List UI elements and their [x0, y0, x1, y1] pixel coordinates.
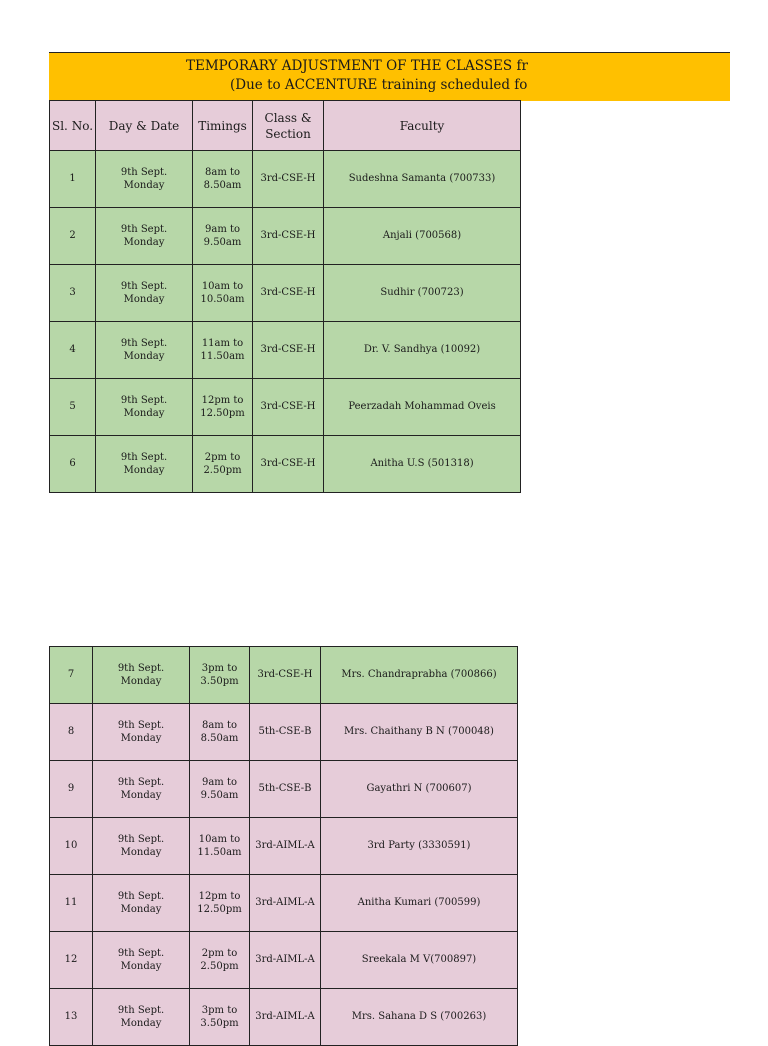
faculty-cell: Mrs. Chandraprabha (700866) — [321, 647, 518, 704]
timings-cell — [193, 265, 253, 322]
table-row — [50, 932, 518, 989]
time-start-text: 10am to — [198, 833, 241, 845]
sl-no-cell: 10 — [50, 818, 93, 875]
table-row — [50, 436, 521, 493]
date-text: 9th Sept. — [120, 166, 168, 178]
time-end-text: 2.50pm — [203, 465, 242, 476]
table-row — [50, 818, 518, 875]
weekday-text: Monday — [123, 237, 165, 248]
title-line-1: TEMPORARY ADJUSTMENT OF THE CLASSES fr — [186, 58, 528, 74]
class-section-cell: 3rd-CSE-H — [253, 379, 324, 436]
timings-cell — [190, 704, 250, 761]
timings-cell — [193, 436, 253, 493]
class-section-cell: 3rd-AIML-A — [250, 818, 321, 875]
date-text: 9th Sept. — [117, 833, 165, 845]
day-date-cell — [93, 704, 190, 761]
timings-cell — [193, 379, 253, 436]
time-end-text: 3.50pm — [200, 676, 239, 687]
faculty-cell: Dr. V. Sandhya (10092) — [324, 322, 521, 379]
time-end-text: 10.50am — [200, 294, 245, 305]
sl-no-cell: 12 — [50, 932, 93, 989]
time-start-text: 11am to — [201, 337, 244, 349]
day-date-cell — [96, 436, 193, 493]
table-row — [50, 704, 518, 761]
time-start-text: 3pm to — [201, 662, 238, 674]
faculty-cell: Mrs. Sahana D S (700263) — [321, 989, 518, 1046]
date-text: 9th Sept. — [117, 776, 165, 788]
day-date-cell — [96, 379, 193, 436]
class-section-cell: 3rd-AIML-A — [250, 875, 321, 932]
class-section-cell: 3rd-CSE-H — [253, 436, 324, 493]
sl-no-cell: 11 — [50, 875, 93, 932]
time-start-text: 2pm to — [204, 451, 241, 463]
class-section-cell: 3rd-CSE-H — [253, 322, 324, 379]
class-section-cell: 3rd-AIML-A — [250, 932, 321, 989]
class-section-cell: 5th-CSE-B — [250, 761, 321, 818]
date-text: 9th Sept. — [120, 451, 168, 463]
header-class-section — [253, 101, 324, 151]
faculty-cell: Sudhir (700723) — [324, 265, 521, 322]
timings-cell — [190, 989, 250, 1046]
timings-cell — [190, 818, 250, 875]
sl-no-cell: 5 — [50, 379, 96, 436]
day-date-cell — [93, 875, 190, 932]
table-row — [50, 208, 521, 265]
class-section-cell: 3rd-AIML-A — [250, 989, 321, 1046]
faculty-cell: Sudeshna Samanta (700733) — [324, 151, 521, 208]
table-row — [50, 379, 521, 436]
sl-no-cell: 8 — [50, 704, 93, 761]
header-class-line: Class & — [264, 110, 312, 125]
day-date-cell — [93, 761, 190, 818]
weekday-text: Monday — [120, 733, 162, 744]
class-section-cell: 3rd-CSE-H — [253, 208, 324, 265]
weekday-text: Monday — [120, 676, 162, 687]
weekday-text: Monday — [120, 904, 162, 915]
timings-cell — [190, 647, 250, 704]
weekday-text: Monday — [120, 847, 162, 858]
time-start-text: 8am to — [201, 719, 238, 731]
day-date-cell — [93, 647, 190, 704]
time-start-text: 8am to — [205, 166, 241, 178]
faculty-cell: 3rd Party (3330591) — [321, 818, 518, 875]
class-section-cell: 3rd-CSE-H — [250, 647, 321, 704]
weekday-text: Monday — [123, 408, 165, 419]
title-banner-text — [49, 52, 537, 100]
time-start-text: 12pm to — [198, 890, 241, 902]
time-end-text: 11.50am — [197, 847, 242, 858]
header-faculty: Faculty — [324, 101, 521, 151]
day-date-cell — [93, 932, 190, 989]
weekday-text: Monday — [123, 465, 165, 476]
class-section-cell: 5th-CSE-B — [250, 704, 321, 761]
day-date-cell — [93, 989, 190, 1046]
faculty-cell: Anitha Kumari (700599) — [321, 875, 518, 932]
date-text: 9th Sept. — [117, 947, 165, 959]
table-row — [50, 647, 518, 704]
day-date-cell — [96, 322, 193, 379]
timings-cell — [190, 761, 250, 818]
faculty-cell: Gayathri N (700607) — [321, 761, 518, 818]
sl-no-cell: 3 — [50, 265, 96, 322]
weekday-text: Monday — [120, 961, 162, 972]
table-row — [50, 151, 521, 208]
time-start-text: 3pm to — [201, 1004, 238, 1016]
sl-no-cell: 2 — [50, 208, 96, 265]
faculty-cell: Anitha U.S (501318) — [324, 436, 521, 493]
sl-no-cell: 13 — [50, 989, 93, 1046]
time-end-text: 12.50pm — [200, 408, 245, 419]
table-row — [50, 989, 518, 1046]
weekday-text: Monday — [123, 180, 165, 191]
time-start-text: 10am to — [201, 280, 244, 292]
class-section-cell: 3rd-CSE-H — [253, 151, 324, 208]
faculty-cell: Mrs. Chaithany B N (700048) — [321, 704, 518, 761]
timings-cell — [190, 875, 250, 932]
time-start-text: 12pm to — [201, 394, 244, 406]
faculty-cell: Anjali (700568) — [324, 208, 521, 265]
date-text: 9th Sept. — [117, 1004, 165, 1016]
date-text: 9th Sept. — [120, 280, 168, 292]
time-end-text: 12.50pm — [197, 904, 242, 915]
time-end-text: 8.50am — [200, 733, 239, 744]
day-date-cell — [96, 151, 193, 208]
date-text: 9th Sept. — [120, 337, 168, 349]
sl-no-cell: 1 — [50, 151, 96, 208]
weekday-text: Monday — [123, 294, 165, 305]
timings-cell — [193, 208, 253, 265]
sl-no-cell: 4 — [50, 322, 96, 379]
timings-cell — [190, 932, 250, 989]
time-end-text: 8.50am — [203, 180, 242, 191]
weekday-text: Monday — [123, 351, 165, 362]
time-end-text: 2.50pm — [200, 961, 239, 972]
time-start-text: 9am to — [201, 776, 238, 788]
header-sl-no: Sl. No. — [50, 101, 96, 151]
time-start-text: 2pm to — [201, 947, 238, 959]
day-date-cell — [93, 818, 190, 875]
schedule-table-1 — [49, 100, 521, 493]
time-end-text: 11.50am — [200, 351, 245, 362]
date-text: 9th Sept. — [120, 223, 168, 235]
date-text: 9th Sept. — [117, 662, 165, 674]
table-row — [50, 265, 521, 322]
title-line-2: (Due to ACCENTURE training scheduled fo — [230, 77, 528, 93]
time-end-text: 9.50am — [200, 790, 239, 801]
day-date-cell — [96, 265, 193, 322]
timings-cell — [193, 322, 253, 379]
table-row — [50, 761, 518, 818]
faculty-cell: Sreekala M V(700897) — [321, 932, 518, 989]
time-end-text: 3.50pm — [200, 1018, 239, 1029]
date-text: 9th Sept. — [117, 890, 165, 902]
day-date-cell — [96, 208, 193, 265]
header-timings: Timings — [193, 101, 253, 151]
time-start-text: 9am to — [205, 223, 241, 235]
header-section-line: Section — [265, 126, 311, 141]
date-text: 9th Sept. — [120, 394, 168, 406]
sl-no-cell: 9 — [50, 761, 93, 818]
schedule-table-2 — [49, 646, 518, 1046]
header-row — [50, 101, 521, 151]
faculty-cell: Peerzadah Mohammad Oveis — [324, 379, 521, 436]
date-text: 9th Sept. — [117, 719, 165, 731]
class-section-cell: 3rd-CSE-H — [253, 265, 324, 322]
weekday-text: Monday — [120, 1018, 162, 1029]
table-row — [50, 875, 518, 932]
table-row — [50, 322, 521, 379]
time-end-text: 9.50am — [203, 237, 242, 248]
header-day-date: Day & Date — [96, 101, 193, 151]
weekday-text: Monday — [120, 790, 162, 801]
timings-cell — [193, 151, 253, 208]
sl-no-cell: 6 — [50, 436, 96, 493]
sl-no-cell: 7 — [50, 647, 93, 704]
